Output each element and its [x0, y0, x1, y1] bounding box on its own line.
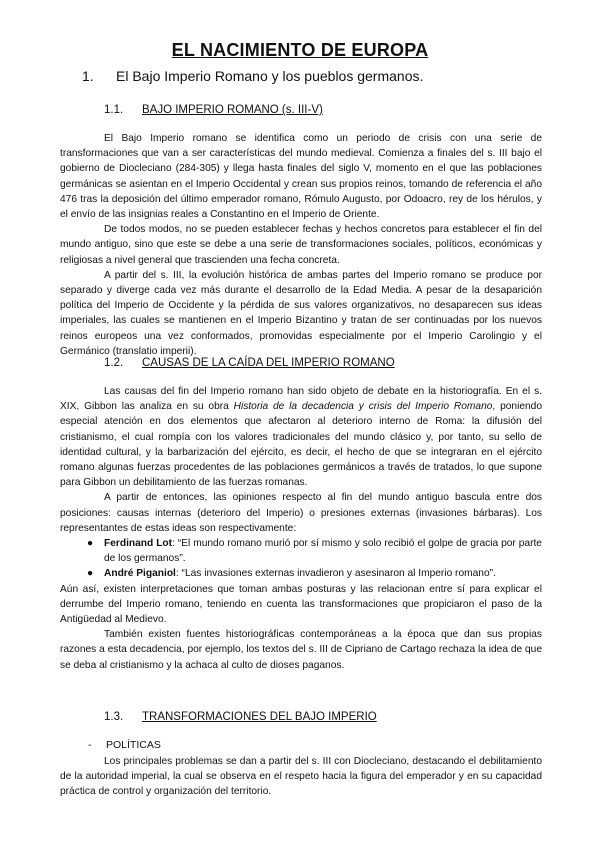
subsection-title: BAJO IMPERIO ROMANO (s. III-V) — [142, 104, 323, 116]
list-item — [60, 536, 542, 566]
quote-text: : “El mundo romano murió por sí mismo y solo recibió el golpe de gracia por parte de los germanos”. — [104, 538, 542, 565]
bullet-icon: ● — [87, 568, 94, 580]
list-item-politicas — [88, 739, 161, 751]
author-name: Ferdinand Lot — [104, 538, 173, 550]
paragraph: El Bajo Imperio romano se identifica como un periodo de crisis con una serie de transformaciones que van a ser características del mundo medieval. Comienza a finales del s. III bajo el gobierno de Diocleciano (284-305) y llega hasta finales del siglo V, momento en el que las poblaciones germánicas se asientan en el Imperio Occidental y crean sus propios reinos, tomando de referencia el año 476 tras la deposición del último emperador romano, Rómulo Augusto, por Odoacro, rey de los hérulos, y el envío de las insignias reales a Constantino en el Imperio de Oriente. — [60, 133, 542, 221]
text-run: Las causas del fin del Imperio romano han sido objeto de debate en la historiografía. En el s. XIX, Gibbon las analiza en su obra — [60, 386, 542, 413]
author-name: André Piganiol — [104, 568, 176, 580]
dash-marker: - — [88, 739, 92, 751]
quote-text: : “Las invasiones externas invadieron y asesinaron al Imperio romano”. — [175, 568, 496, 580]
subsection-number: 1.1. — [104, 104, 124, 116]
paragraph: Aún así, existen interpretaciones que toman ambas posturas y las relacionan entre sí para explicar el derrumbe del Imperio romano, teniendo en cuenta las transformaciones que propiciaron el paso de la Antigüedad al Medievo. — [60, 583, 542, 626]
text-run: , poniendo especial atención en dos elementos que afectaron al deterioro interno de Roma: la difusión del cristianismo, el cual rompía con los valores tradicionales del mundo clásico y, por tanto, su sello de identidad cultural, y la barbarización del ejército, es decir, el hecho de que se integraran en el ejército romano algunas fuerzas procedentes de las poblaciones germánicos a través de tratados, lo que supone para Gibbon un debilitamiento de las fuerzas romanas. — [60, 401, 542, 489]
page-title: EL NACIMIENTO DE EUROPA — [171, 40, 429, 60]
paragraph: De todos modos, no se pueden establecer fechas y hechos concretos para establecer el fin del mundo antiguo, sino que este se debe a una serie de transformaciones sociales, políticos, económicas y religiosas a nivel general que trascienden una fecha concreta. — [60, 224, 542, 266]
bullet-icon: ● — [87, 538, 94, 550]
subsection-title: CAUSAS DE LA CAÍDA DEL IMPERIO ROMANO — [142, 357, 395, 369]
bullet-list — [60, 536, 542, 582]
paragraph: A partir del s. III, la evolución histórica de ambas partes del Imperio romano se produce por separado y diverge cada vez más durante el desarrollo de la Edad Media. A pesar de la desaparición política del Imperio de Occidente y la pérdida de sus valores organizativos, no desaparecen sus ideas imperiales, las cuales se mantienen en el Imperio Bizantino y tratan de ser continuadas por los nuevos reinos europeos una vez conformados, promovidas especialmente por el Imperio Carolingio y el Germánico (translatio imperii). — [60, 269, 542, 357]
subsection-title: TRANSFORMACIONES DEL BAJO IMPERIO — [142, 711, 377, 723]
section-heading-1 — [82, 68, 423, 84]
paragraph: También existen fuentes historiográficas contemporáneas a la época que dan sus propias razones a esta decadencia, por ejemplo, los textos del s. III de Cipriano de Cartago rechaza la idea de que se deba al cristianismo y la achaca al culto de dioses paganos. — [60, 629, 542, 671]
subsection-1-3-body — [60, 754, 542, 800]
subsection-number: 1.2. — [104, 357, 124, 369]
subsection-number: 1.3. — [104, 711, 124, 723]
paragraph — [60, 384, 542, 490]
paragraph: A partir de entonces, las opiniones respecto al fin del mundo antiguo bascula entre dos posiciones: causas internas (deterioro del Imperio) o presiones externas (invasiones bárbaras). Los representantes de estas ideas son respectivamente: — [60, 492, 542, 534]
paragraph: Los principales problemas se dan a partir del s. III con Diocleciano, destacando el debilitamiento de la autoridad imperial, la cual se observa en el respeto hacia la figura del emperador y en su capacidad práctica de control y organización del territorio. — [60, 756, 542, 798]
list-label: POLÍTICAS — [106, 739, 161, 751]
subsection-heading-1-2 — [104, 357, 395, 369]
subsection-heading-1-1 — [104, 104, 323, 116]
subsection-heading-1-3 — [104, 711, 377, 723]
section-number: 1. — [82, 68, 94, 84]
list-item — [60, 566, 542, 581]
book-title: Historia de la decadencia y crisis del Imperio Romano — [233, 401, 493, 413]
section-title: El Bajo Imperio Romano y los pueblos germanos. — [116, 68, 424, 84]
subsection-1-1-body — [60, 131, 542, 359]
subsection-1-2-body — [60, 384, 542, 673]
